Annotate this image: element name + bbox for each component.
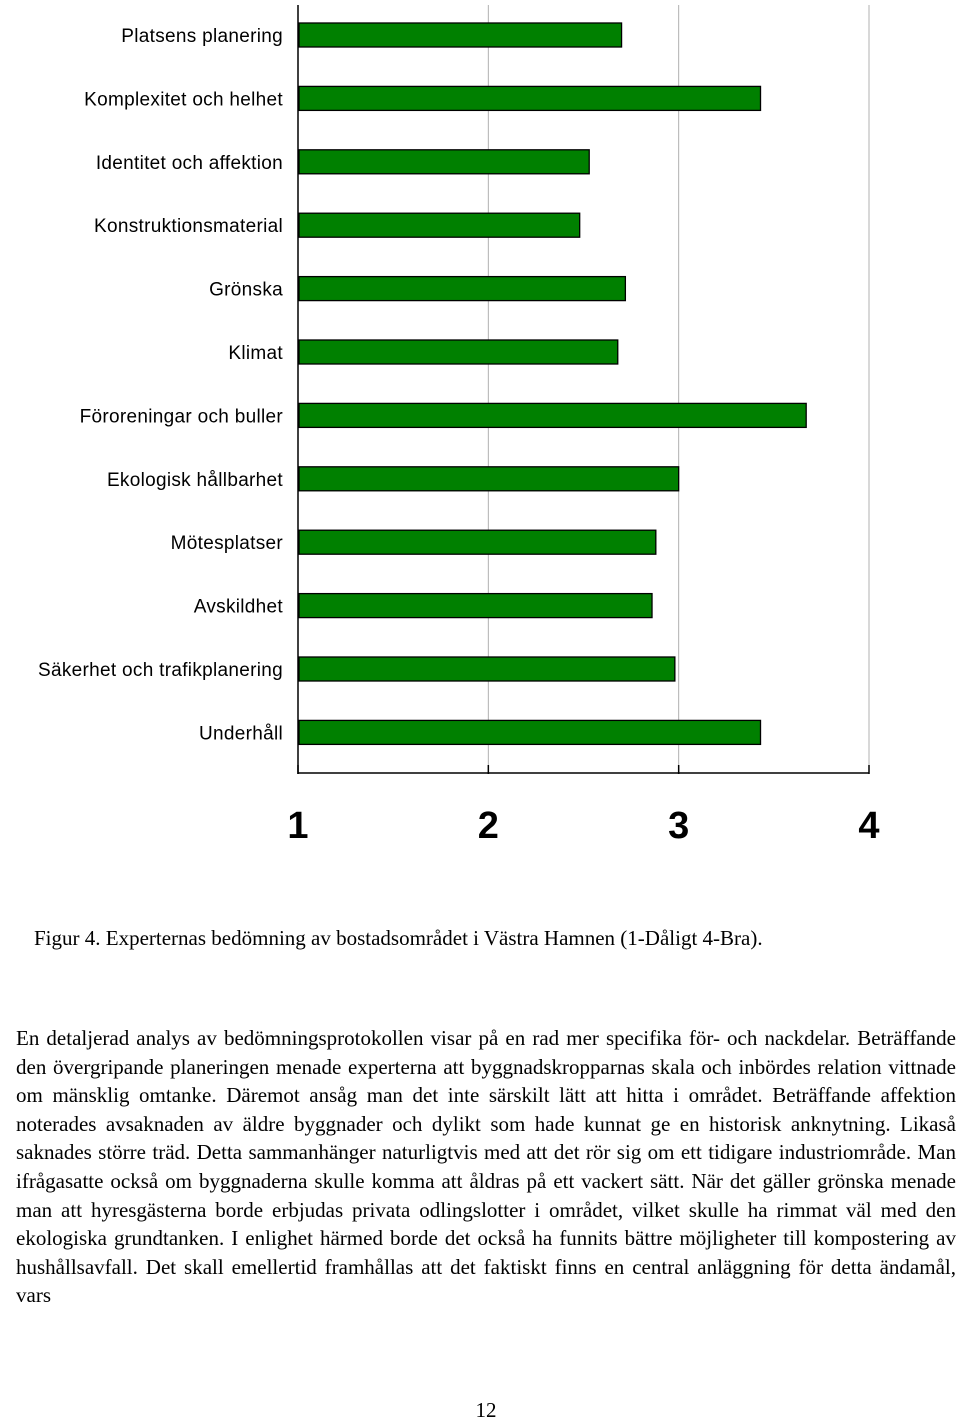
category-label: Konstruktionsmaterial: [94, 216, 283, 238]
x-tick-label: 4: [858, 805, 880, 847]
bar: [299, 86, 761, 110]
x-tick-label: 1: [287, 805, 309, 847]
bar: [299, 213, 580, 237]
page-number: 12: [475, 1398, 497, 1422]
category-label: Komplexitet och helhet: [84, 89, 283, 111]
category-label: Identitet och affektion: [95, 152, 283, 174]
body-paragraph: En detaljerad analys av bedömningsprotokollen visar på en rad mer specifika för- och nackdelar. Beträffande den övergripande planeringen menade experterna att byggnadskropparnas skala och inbördes relation vittnade om mänsklig omtanke. Däremot ansåg man det inte särskilt lätt att hitta i området. Beträffande affektion noterades avsaknaden av äldre byggnader och dylikt som hade kunnat ge en historisk anknytning. Likaså saknades större träd. Detta sammanhänger naturligtvis med att det rör sig om ett tidigare industriområde. Man ifrågasatte också om byggnaderna skulle komma att åldras på ett vackert sätt. När det gäller grönska menade man att hyresgästerna borde erbjudas privata odlingslotter i området, vilket skulle ha rimmat väl med den ekologiska grundtanken. I enlighet härmed borde det också ha funnits bättre möjligheter till kompostering av hushållsavfall. Det skall emellertid framhållas att det faktiskt finns en central anläggning för detta ändamål, vars: [16, 1026, 956, 1308]
bar: [299, 150, 589, 174]
bar: [299, 23, 622, 47]
category-label: Mötesplatser: [170, 533, 283, 555]
category-label: Ekologisk hållbarhet: [106, 469, 283, 491]
bar: [299, 720, 761, 744]
bar: [299, 657, 675, 681]
figure-caption: Figur 4. Experternas bedömning av bostadsområdet i Västra Hamnen (1-Dåligt 4-Bra).: [34, 926, 763, 950]
bar: [299, 530, 656, 554]
bar: [299, 277, 625, 301]
category-label: Grönska: [209, 279, 283, 301]
category-label: Underhåll: [198, 723, 283, 745]
bar: [299, 594, 652, 618]
category-label: Avskildhet: [193, 596, 283, 618]
x-tick-label: 3: [668, 805, 690, 847]
bar: [299, 340, 618, 364]
bar: [299, 467, 679, 491]
category-label: Platsens planering: [121, 26, 283, 47]
bar: [299, 403, 806, 427]
category-label: Föroreningar och buller: [79, 406, 283, 428]
x-tick-label: 2: [477, 805, 499, 847]
category-label: Klimat: [228, 343, 283, 364]
category-label: Säkerhet och trafikplanering: [38, 660, 283, 681]
